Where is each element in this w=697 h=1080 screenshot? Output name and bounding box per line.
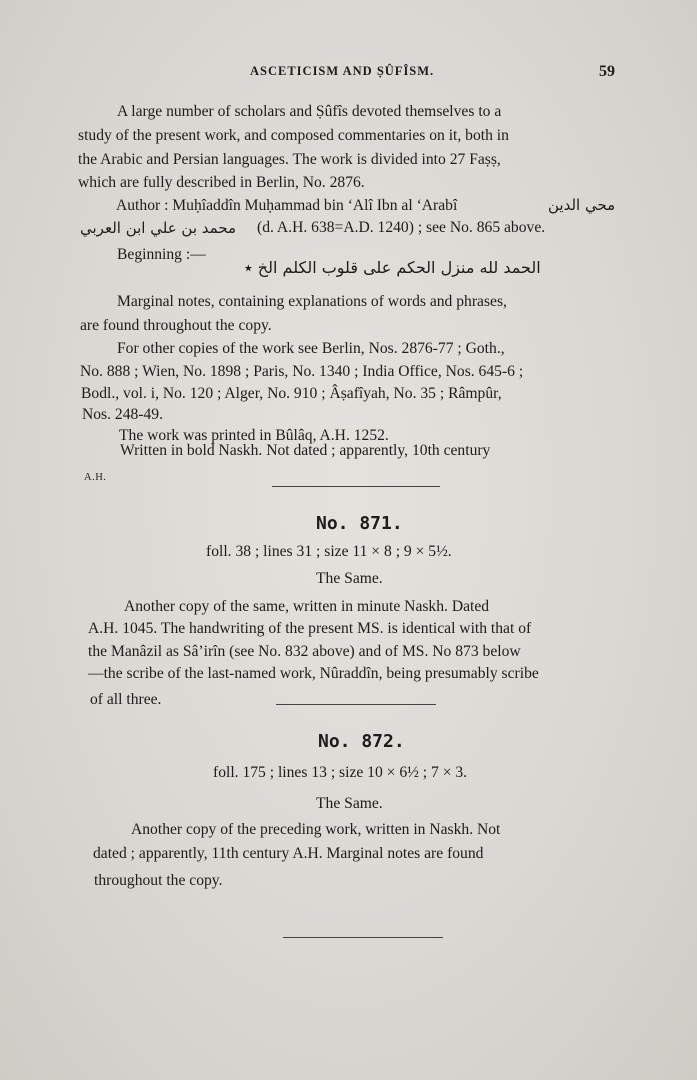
author-line-1: Author : Muḥîaddîn Muḥammad bin ‘Alî Ibn al ‘Arabî: [116, 197, 458, 214]
entry-871-details: foll. 38 ; lines 31 ; size 11 × 8 ; 9 × 5½.: [206, 543, 452, 560]
entry-872-line-3: throughout the copy.: [94, 872, 223, 889]
author-arabic-1: محي الدين: [548, 196, 616, 214]
page-number: 59: [599, 63, 615, 80]
printed-line: The work was printed in Bûlâq, A.H. 1252.: [119, 427, 389, 444]
entry-871-line-5: of all three.: [90, 691, 162, 708]
beginning-arabic: الحمد لله منزل الحكم على قلوب الكلم الخ ٭: [244, 258, 541, 277]
divider-2: [276, 704, 436, 705]
divider-3: [283, 937, 443, 938]
copies-line-2: No. 888 ; Wien, No. 1898 ; Paris, No. 1340 ; India Office, Nos. 645-6 ;: [80, 363, 524, 380]
beginning-label: Beginning :—: [117, 246, 206, 263]
entry-871-line-4: —the scribe of the last-named work, Nûraddîn, being presumably scribe: [88, 665, 539, 682]
entry-871-line-1: Another copy of the same, written in minute Naskh. Dated: [124, 598, 490, 615]
entry-871-title: The Same.: [316, 570, 383, 587]
entry-872-line-2: dated ; apparently, 11th century A.H. Marginal notes are found: [93, 845, 484, 862]
author-line-2: (d. A.H. 638=A.D. 1240) ; see No. 865 above.: [257, 219, 546, 236]
copies-line-4: Nos. 248-49.: [82, 406, 163, 423]
entry-872-details: foll. 175 ; lines 13 ; size 10 × 6½ ; 7 × 3.: [213, 764, 468, 781]
marginal-line-1: Marginal notes, containing explanations of words and phrases,: [117, 293, 507, 310]
para1-line-3: the Arabic and Persian languages. The work is divided into 27 Faṣṣ,: [78, 151, 501, 168]
marginal-line-2: are found throughout the copy.: [80, 317, 272, 334]
para1-line-1: A large number of scholars and Ṣûfîs devoted themselves to a: [117, 103, 502, 120]
divider-1: [272, 486, 440, 487]
copies-line-3: Bodl., vol. i, No. 120 ; Alger, No. 910 ; Âṣafîyah, No. 35 ; Râmpûr,: [81, 385, 502, 402]
written-line-2: A.H.: [84, 472, 107, 483]
entry-872-line-1: Another copy of the preceding work, written in Naskh. Not: [131, 821, 501, 838]
entry-872-title: The Same.: [316, 795, 383, 812]
entry-871-line-3: the Manâzil as Sâ’irîn (see No. 832 above) and of MS. No 873 below: [88, 643, 521, 660]
entry-871-line-2: A.H. 1045. The handwriting of the present MS. is identical with that of: [88, 620, 532, 637]
para1-line-2: study of the present work, and composed commentaries on it, both in: [78, 127, 509, 144]
running-title: ASCETICISM AND ṢÛFÎSM.: [250, 64, 435, 78]
copies-line-1: For other copies of the work see Berlin, Nos. 2876-77 ; Goth.,: [117, 340, 505, 357]
author-arabic-2: محمد بن علي ابن العربي: [80, 219, 237, 237]
written-line-1: Written in bold Naskh. Not dated ; apparently, 10th century: [120, 442, 491, 459]
entry-872-number: No. 872.: [318, 731, 405, 752]
para1-line-4: which are fully described in Berlin, No. 2876.: [78, 174, 365, 191]
entry-871-number: No. 871.: [316, 513, 403, 534]
